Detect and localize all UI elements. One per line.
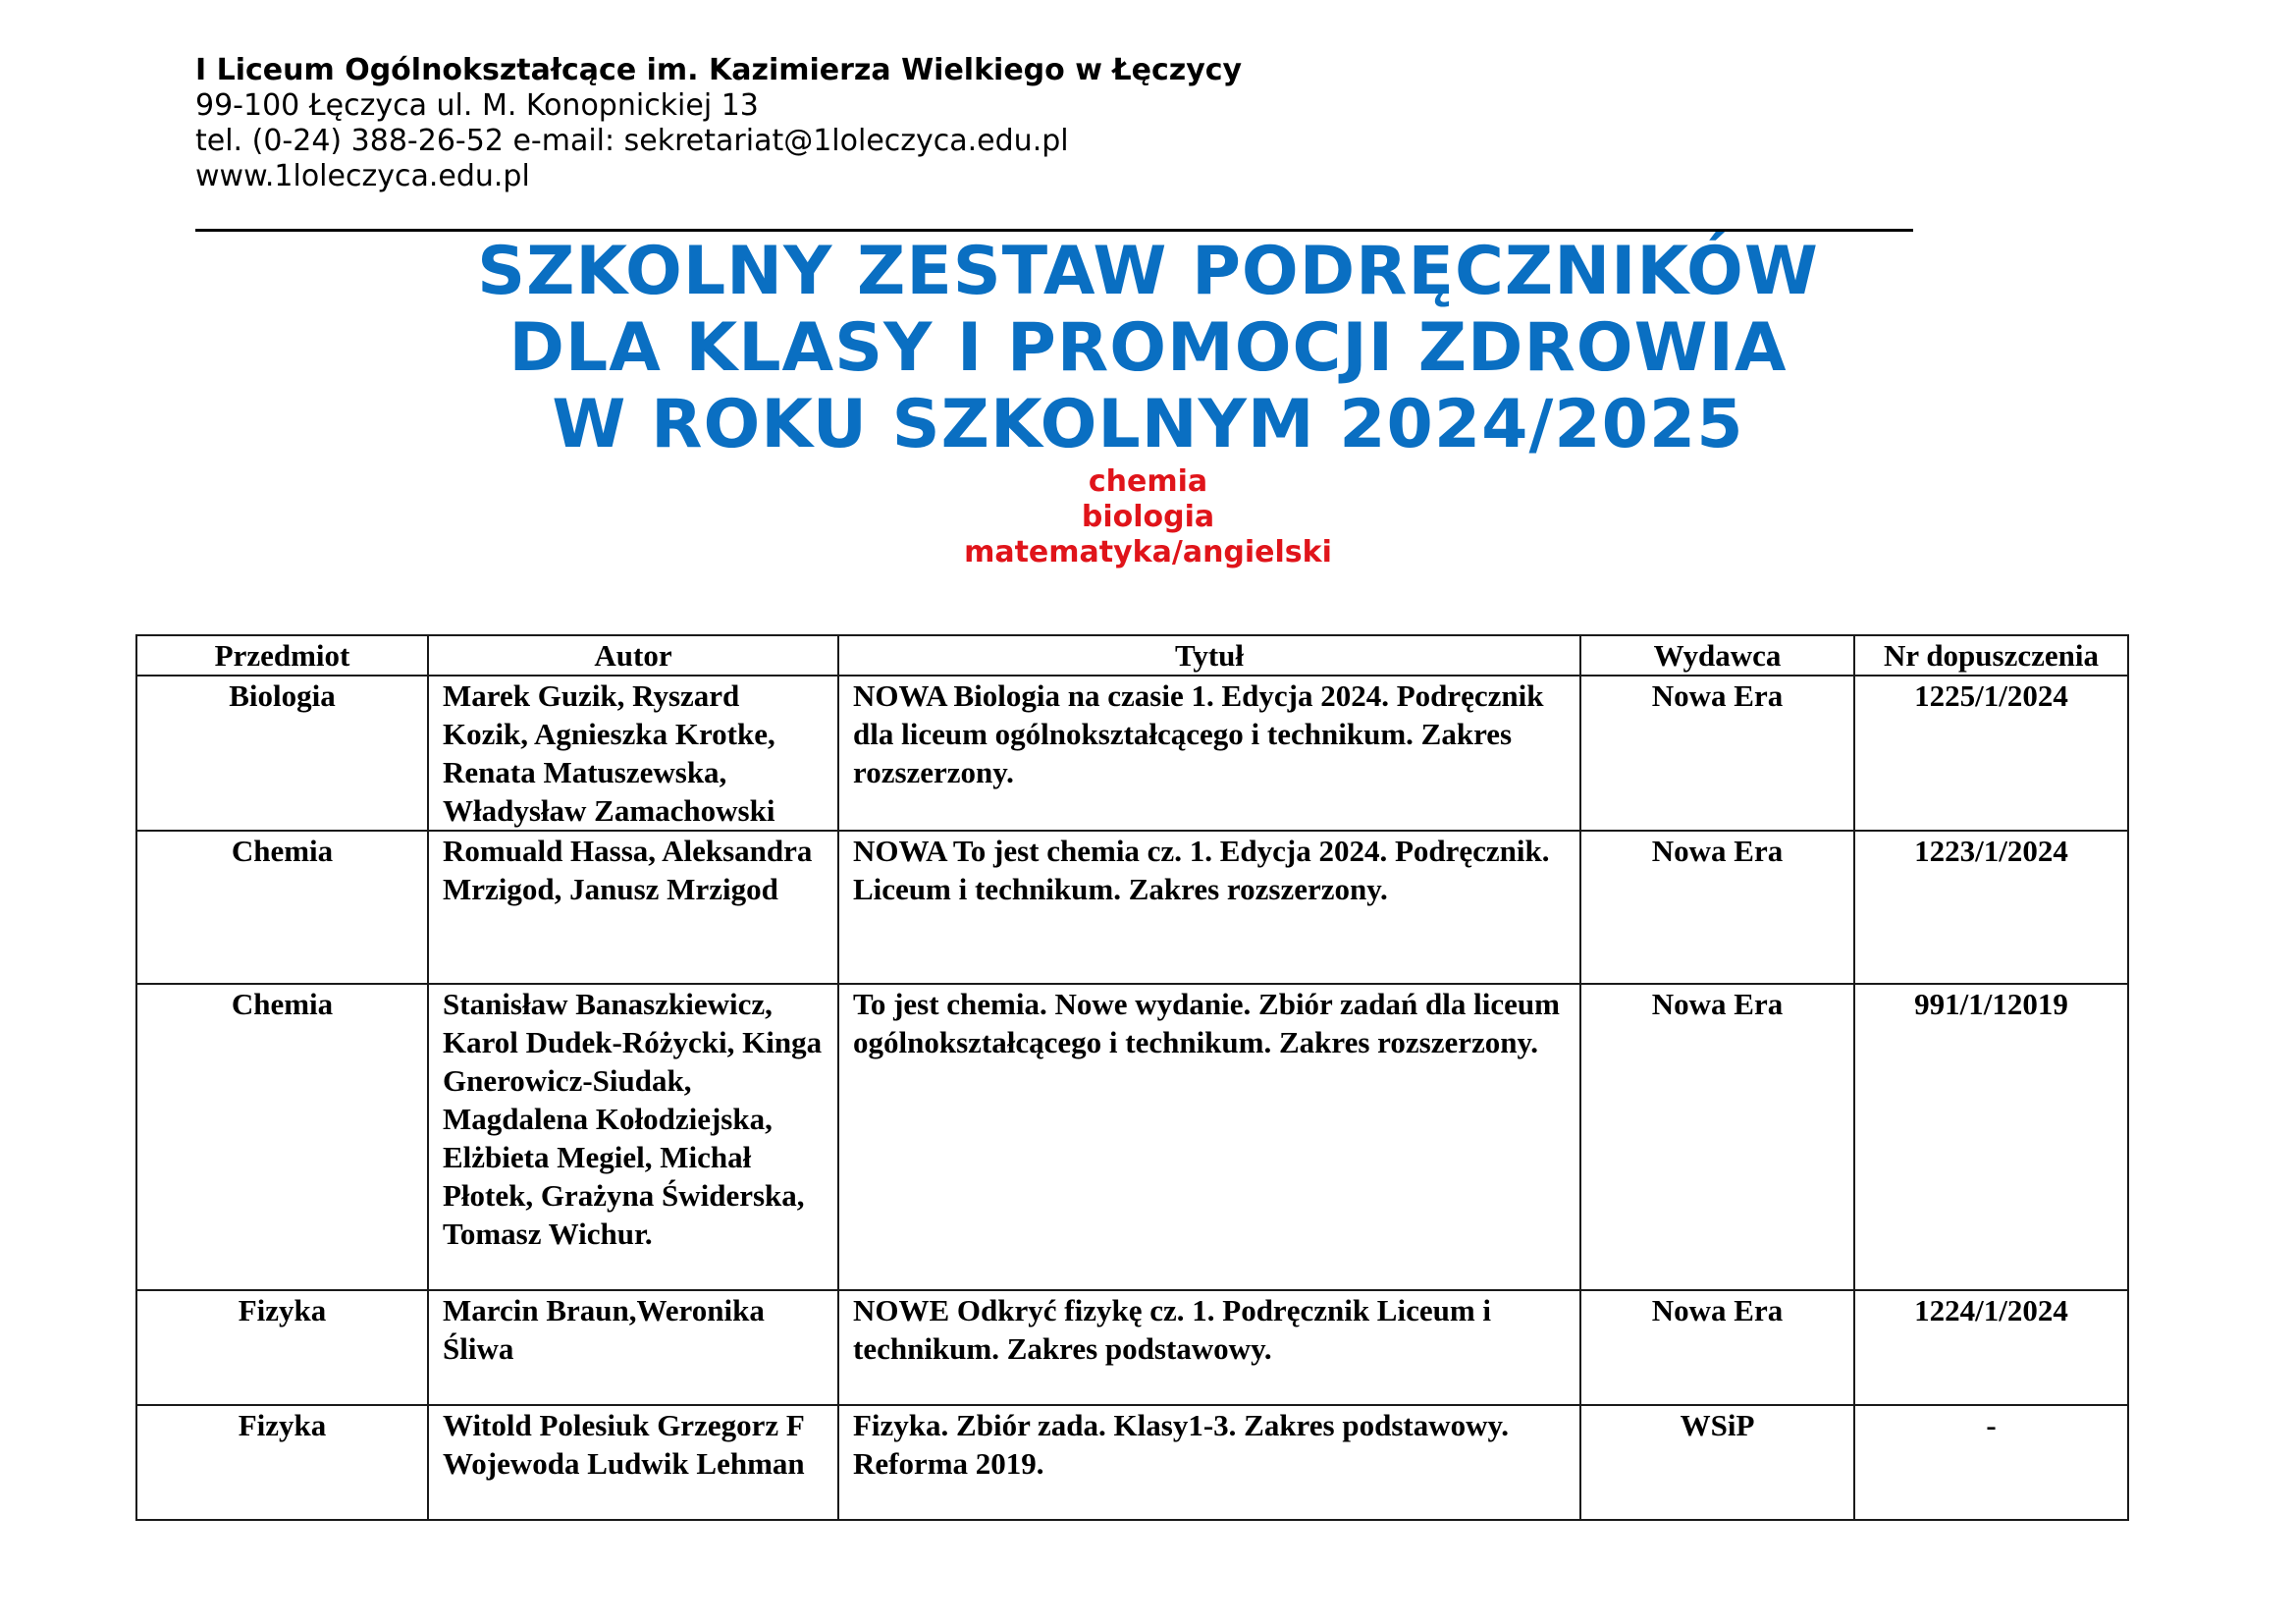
table-row: [136, 676, 2128, 831]
cell-author: Marcin Braun,Weronika Śliwa: [428, 1290, 838, 1405]
cell-subject: Chemia: [136, 984, 428, 1290]
textbook-table: [135, 634, 2129, 1521]
header-subject: Przedmiot: [136, 635, 428, 676]
table-row: [136, 1405, 2128, 1520]
subject-biologia: biologia: [1081, 500, 1215, 534]
school-name: I Liceum Ogólnokształcące im. Kazimierza Wielkiego w Łęczycy: [195, 53, 1243, 87]
school-website: www.1loleczyca.edu.pl: [195, 159, 530, 193]
header-divider: [195, 229, 1913, 232]
cell-publisher: Nowa Era: [1580, 676, 1854, 831]
title-line-3: W ROKU SZKOLNYM 2024/2025: [552, 386, 1744, 463]
cell-title: To jest chemia. Nowe wydanie. Zbiór zadań dla liceum ogólnokształcącego i technikum. Zakres rozszerzony.: [838, 984, 1580, 1290]
cell-title: NOWE Odkryć fizykę cz. 1. Podręcznik Liceum i technikum. Zakres podstawowy.: [838, 1290, 1580, 1405]
title-line-2: DLA KLASY I PROMOCJI ZDROWIA: [508, 309, 1788, 387]
cell-subject: Biologia: [136, 676, 428, 831]
cell-publisher: Nowa Era: [1580, 984, 1854, 1290]
document-title: [0, 234, 2296, 463]
cell-publisher: Nowa Era: [1580, 831, 1854, 984]
cell-author: Marek Guzik, Ryszard Kozik, Agnieszka Krotke, Renata Matuszewska, Władysław Zamachowski: [428, 676, 838, 831]
cell-subject: Fizyka: [136, 1290, 428, 1405]
title-line-1: SZKOLNY ZESTAW PODRĘCZNIKÓW: [477, 233, 1819, 310]
cell-number: 1225/1/2024: [1854, 676, 2128, 831]
header-title: Tytuł: [838, 635, 1580, 676]
table-header-row: [136, 635, 2128, 676]
header-number: Nr dopuszczenia: [1854, 635, 2128, 676]
table-row: [136, 984, 2128, 1290]
header-publisher: Wydawca: [1580, 635, 1854, 676]
school-address: 99-100 Łęczyca ul. M. Konopnickiej 13: [195, 88, 759, 123]
header-author: Autor: [428, 635, 838, 676]
subject-chemia: chemia: [1088, 464, 1208, 499]
subject-matematyka-angielski: matematyka/angielski: [964, 535, 1332, 569]
table-row: [136, 831, 2128, 984]
cell-title: NOWA Biologia na czasie 1. Edycja 2024. Podręcznik dla liceum ogólnokształcącego i technikum. Zakres rozszerzony.: [838, 676, 1580, 831]
table-row: [136, 1290, 2128, 1405]
school-contact: tel. (0-24) 388-26-52 e-mail: sekretariat@1loleczyca.edu.pl: [195, 124, 1069, 158]
cell-author: Romuald Hassa, Aleksandra Mrzigod, Janusz Mrzigod: [428, 831, 838, 984]
cell-number: -: [1854, 1405, 2128, 1520]
cell-title: NOWA To jest chemia cz. 1. Edycja 2024. Podręcznik. Liceum i technikum. Zakres rozszerzony.: [838, 831, 1580, 984]
cell-publisher: Nowa Era: [1580, 1290, 1854, 1405]
cell-subject: Fizyka: [136, 1405, 428, 1520]
cell-author: Witold Polesiuk Grzegorz F Wojewoda Ludwik Lehman: [428, 1405, 838, 1520]
cell-number: 1223/1/2024: [1854, 831, 2128, 984]
cell-number: 1224/1/2024: [1854, 1290, 2128, 1405]
cell-subject: Chemia: [136, 831, 428, 984]
cell-number: 991/1/12019: [1854, 984, 2128, 1290]
cell-author: Stanisław Banaszkiewicz, Karol Dudek-Różycki, Kinga Gnerowicz-Siudak, Magdalena Kołodziejska, Elżbieta Megiel, Michał Płotek, Grażyna Świderska, Tomasz Wichur.: [428, 984, 838, 1290]
extended-subjects-list: [0, 464, 2296, 570]
school-header: [195, 53, 1242, 194]
cell-title: Fizyka. Zbiór zada. Klasy1-3. Zakres podstawowy. Reforma 2019.: [838, 1405, 1580, 1520]
cell-publisher: WSiP: [1580, 1405, 1854, 1520]
